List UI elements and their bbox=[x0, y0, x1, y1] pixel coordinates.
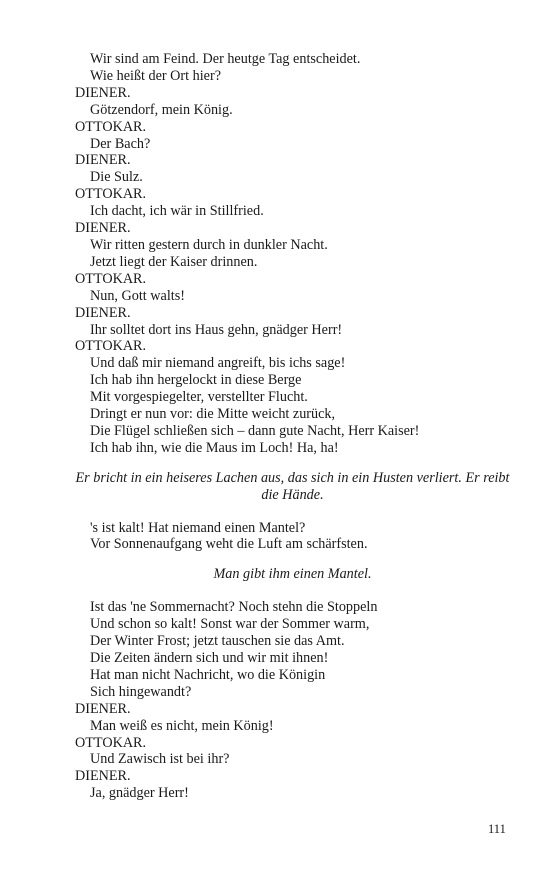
verse-line: Wir ritten gestern durch in dunkler Nacht. bbox=[90, 236, 328, 253]
verse-line: Sich hingewandt? bbox=[90, 683, 192, 700]
verse-line: Ich hab ihn, wie die Maus im Loch! Ha, ha! bbox=[90, 439, 339, 456]
verse-line: Ist das 'ne Sommernacht? Noch stehn die Stoppeln bbox=[90, 599, 378, 616]
verse-line: Die Sulz. bbox=[90, 169, 143, 186]
stage-direction: Er bricht in ein heiseres Lachen aus, das sich in ein Husten verliert. Er reibt die Hände. bbox=[75, 469, 510, 503]
speaker-name: OTTOKAR. bbox=[75, 338, 147, 355]
verse-line: Man weiß es nicht, mein König! bbox=[90, 717, 274, 734]
verse-line: Ja, gnädger Herr! bbox=[90, 785, 189, 802]
verse-line: Nun, Gott walts! bbox=[90, 287, 185, 304]
verse-line: Hat man nicht Nachricht, wo die Königin bbox=[90, 666, 326, 683]
speaker-name: DIENER. bbox=[75, 768, 131, 785]
speaker-name: OTTOKAR. bbox=[75, 734, 147, 751]
verse-line: 's ist kalt! Hat niemand einen Mantel? bbox=[90, 519, 306, 536]
verse-line: Der Winter Frost; jetzt tauschen sie das Amt. bbox=[90, 633, 345, 650]
verse-line: Und daß mir niemand angreift, bis ichs sage! bbox=[90, 355, 346, 372]
verse-line: Wir sind am Feind. Der heutge Tag entscheidet. bbox=[90, 51, 361, 67]
speaker-name: OTTOKAR. bbox=[75, 186, 147, 203]
verse-line: Und schon so kalt! Sonst war der Sommer warm, bbox=[90, 616, 370, 633]
verse-line: Vor Sonnenaufgang weht die Luft am schärfsten. bbox=[90, 536, 368, 553]
page-number: 111 bbox=[488, 822, 506, 836]
play-text-page bbox=[75, 51, 510, 802]
verse-line: Mit vorgespiegelter, verstellter Flucht. bbox=[90, 389, 308, 406]
verse-line: Jetzt liegt der Kaiser drinnen. bbox=[90, 253, 258, 270]
speaker-name: DIENER. bbox=[75, 220, 131, 237]
speaker-name: OTTOKAR. bbox=[75, 270, 147, 287]
verse-line: Götzendorf, mein König. bbox=[90, 101, 233, 118]
stage-direction: Man gibt ihm einen Mantel. bbox=[213, 566, 372, 583]
verse-line: Die Zeiten ändern sich und wir mit ihnen! bbox=[90, 650, 329, 666]
speaker-name: OTTOKAR. bbox=[75, 118, 147, 135]
verse-line: Dringt er nun vor: die Mitte weicht zurück, bbox=[90, 406, 336, 423]
speaker-name: DIENER. bbox=[75, 84, 131, 101]
speaker-name: DIENER. bbox=[75, 152, 131, 169]
speaker-name: DIENER. bbox=[75, 700, 131, 717]
verse-line: Ich dacht, ich wär in Stillfried. bbox=[90, 203, 264, 220]
verse-line: Und Zawisch ist bei ihr? bbox=[90, 751, 230, 768]
speaker-name: DIENER. bbox=[75, 304, 131, 321]
verse-line: Ich hab ihn hergelockt in diese Berge bbox=[90, 372, 302, 389]
verse-line: Ihr solltet dort ins Haus gehn, gnädger Herr! bbox=[90, 321, 343, 338]
verse-line: Die Flügel schließen sich – dann gute Nacht, Herr Kaiser! bbox=[90, 422, 420, 439]
verse-line: Der Bach? bbox=[90, 135, 151, 152]
verse-line: Wie heißt der Ort hier? bbox=[90, 67, 221, 84]
